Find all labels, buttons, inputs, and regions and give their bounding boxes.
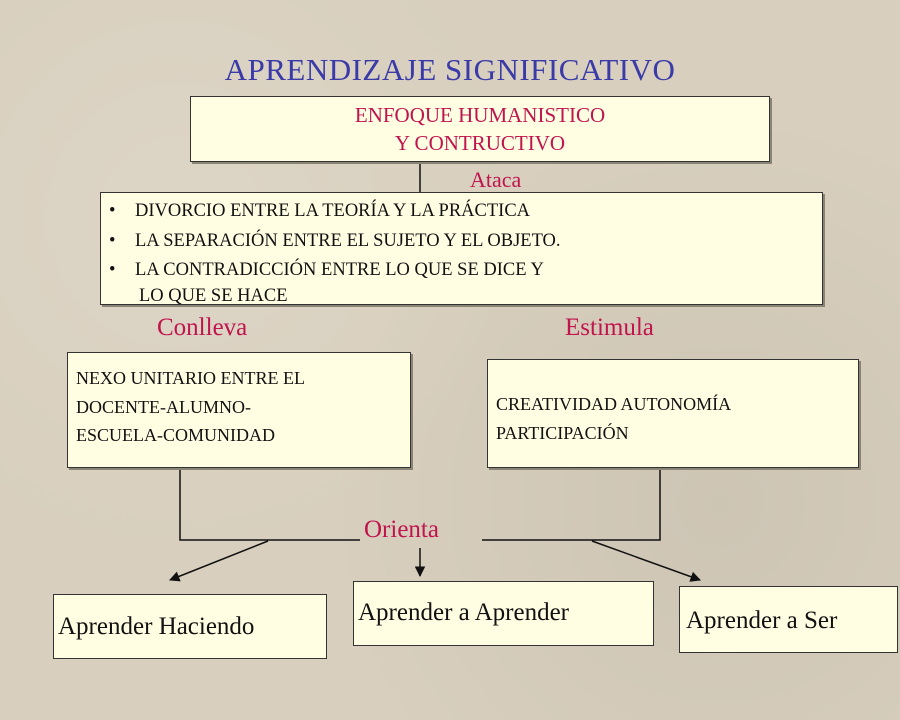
bullet-icon: •	[109, 230, 116, 251]
ataca-item	[109, 197, 822, 227]
bullet-icon: •	[109, 260, 116, 280]
estimula-label: Estimula	[565, 314, 654, 341]
conlleva-line-1: NEXO UNITARIO ENTRE EL	[76, 368, 306, 388]
page-title: APRENDIZAJE SIGNIFICATIVO	[224, 52, 676, 87]
conlleva-line-2: DOCENTE-ALUMNO-	[76, 396, 251, 417]
orienta-label: Orienta	[364, 516, 439, 543]
ataca-item-text: DIVORCIO ENTRE LA TEORÍA Y LA PRÁCTICA	[135, 201, 531, 221]
outcome-aprender-haciendo: Aprender Haciendo	[53, 594, 327, 659]
estimula-box	[487, 359, 859, 468]
ataca-box	[100, 192, 823, 305]
enfoque-line-1: ENFOQUE HUMANISTICO	[354, 103, 606, 127]
outcome-aprender-a-ser: Aprender a Ser	[679, 586, 898, 653]
arrow-aprender-haciendo	[170, 541, 268, 580]
conlleva-line-3: ESCUELA-COMUNIDAD	[76, 425, 275, 445]
bullet-icon: •	[109, 201, 116, 221]
estimula-line-2: PARTICIPACIÓN	[496, 422, 629, 443]
ataca-item-text: LA CONTRADICCIÓN ENTRE LO QUE SE DICE Y	[135, 260, 544, 280]
enfoque-box	[190, 96, 770, 162]
conlleva-box	[67, 352, 411, 468]
ataca-item	[109, 256, 822, 311]
connector-orienta-bracket	[180, 470, 360, 540]
ataca-item-text: LA SEPARACIÓN ENTRE EL SUJETO Y EL OBJETO.	[135, 230, 561, 251]
ataca-list	[109, 197, 822, 311]
conlleva-label: Conlleva	[157, 314, 248, 341]
arrow-aprender-a-ser	[592, 541, 700, 580]
enfoque-line-2: Y CONTRUCTIVO	[394, 131, 566, 155]
ataca-item-continuation: LO QUE SE HACE	[139, 285, 288, 306]
estimula-line-1: CREATIVIDAD AUTONOMÍA	[496, 394, 732, 414]
ataca-label: Ataca	[470, 167, 522, 192]
outcome-aprender-a-aprender: Aprender a Aprender	[353, 581, 654, 646]
ataca-item	[109, 227, 822, 257]
